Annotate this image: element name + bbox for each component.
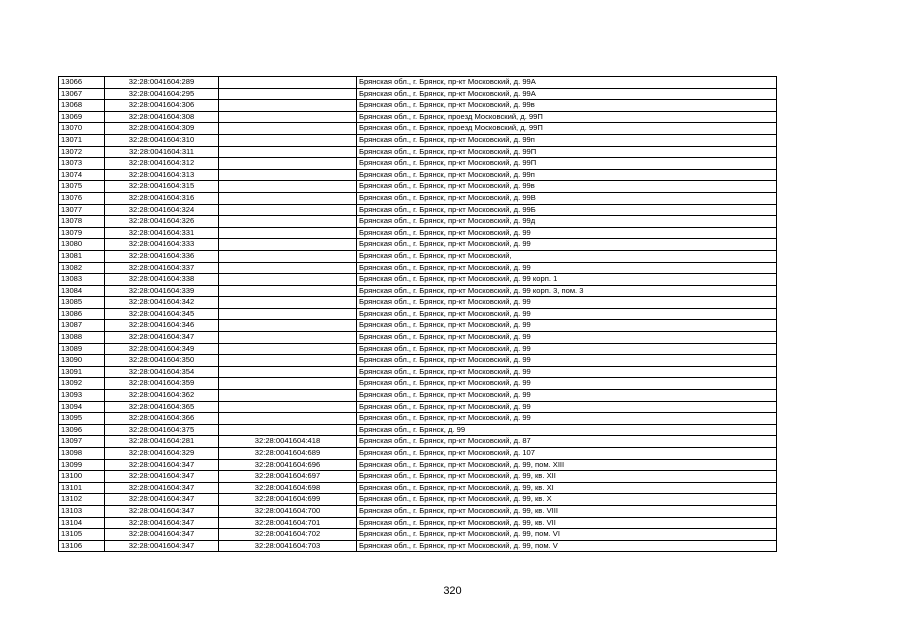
table-row bbox=[59, 134, 777, 146]
address-cell: Брянская обл., г. Брянск, пр-кт Московский, д. 99п bbox=[357, 169, 777, 181]
table-row bbox=[59, 482, 777, 494]
address-cell: Брянская обл., г. Брянск, пр-кт Московский, д. 99 bbox=[357, 413, 777, 425]
sub-cadastral-number-cell bbox=[219, 239, 357, 251]
row-number-cell: 13086 bbox=[59, 308, 105, 320]
cadastral-number-cell: 32:28:0041604:347 bbox=[105, 505, 219, 517]
address-cell: Брянская обл., г. Брянск, пр-кт Московский, д. 99 bbox=[357, 297, 777, 309]
cadastral-number-cell: 32:28:0041604:306 bbox=[105, 100, 219, 112]
cadastral-number-cell: 32:28:0041604:347 bbox=[105, 482, 219, 494]
row-number-cell: 13068 bbox=[59, 100, 105, 112]
table-row bbox=[59, 320, 777, 332]
row-number-cell: 13098 bbox=[59, 448, 105, 460]
row-number-cell: 13072 bbox=[59, 146, 105, 158]
address-cell: Брянская обл., г. Брянск, пр-кт Московский, д. 99, кв. VIII bbox=[357, 505, 777, 517]
cadastral-number-cell: 32:28:0041604:309 bbox=[105, 123, 219, 135]
cadastral-number-cell: 32:28:0041604:349 bbox=[105, 343, 219, 355]
row-number-cell: 13103 bbox=[59, 505, 105, 517]
sub-cadastral-number-cell bbox=[219, 77, 357, 89]
cadastral-number-cell: 32:28:0041604:281 bbox=[105, 436, 219, 448]
sub-cadastral-number-cell: 32:28:0041604:701 bbox=[219, 517, 357, 529]
table-row bbox=[59, 88, 777, 100]
cadastral-number-cell: 32:28:0041604:347 bbox=[105, 494, 219, 506]
address-cell: Брянская обл., г. Брянск, пр-кт Московский, д. 107 bbox=[357, 448, 777, 460]
address-cell: Брянская обл., г. Брянск, пр-кт Московский, д. 99 bbox=[357, 308, 777, 320]
sub-cadastral-number-cell bbox=[219, 192, 357, 204]
table-row bbox=[59, 355, 777, 367]
cadastral-number-cell: 32:28:0041604:347 bbox=[105, 332, 219, 344]
row-number-cell: 13104 bbox=[59, 517, 105, 529]
sub-cadastral-number-cell: 32:28:0041604:696 bbox=[219, 459, 357, 471]
address-cell: Брянская обл., г. Брянск, пр-кт Московский, д. 99 bbox=[357, 239, 777, 251]
table-row bbox=[59, 169, 777, 181]
table-row bbox=[59, 158, 777, 170]
table-row bbox=[59, 448, 777, 460]
sub-cadastral-number-cell bbox=[219, 158, 357, 170]
row-number-cell: 13066 bbox=[59, 77, 105, 89]
sub-cadastral-number-cell bbox=[219, 274, 357, 286]
row-number-cell: 13079 bbox=[59, 227, 105, 239]
cadastral-number-cell: 32:28:0041604:331 bbox=[105, 227, 219, 239]
address-cell: Брянская обл., г. Брянск, пр-кт Московский, д. 99П bbox=[357, 158, 777, 170]
address-cell: Брянская обл., г. Брянск, пр-кт Московский, д. 99п bbox=[357, 134, 777, 146]
sub-cadastral-number-cell bbox=[219, 204, 357, 216]
table-row bbox=[59, 239, 777, 251]
table-row bbox=[59, 227, 777, 239]
sub-cadastral-number-cell bbox=[219, 390, 357, 402]
cadastral-number-cell: 32:28:0041604:336 bbox=[105, 250, 219, 262]
row-number-cell: 13105 bbox=[59, 529, 105, 541]
row-number-cell: 13069 bbox=[59, 111, 105, 123]
table-row bbox=[59, 250, 777, 262]
sub-cadastral-number-cell bbox=[219, 378, 357, 390]
row-number-cell: 13075 bbox=[59, 181, 105, 193]
row-number-cell: 13088 bbox=[59, 332, 105, 344]
row-number-cell: 13094 bbox=[59, 401, 105, 413]
table-row bbox=[59, 459, 777, 471]
address-cell: Брянская обл., г. Брянск, пр-кт Московский, д. 99, кв. XI bbox=[357, 482, 777, 494]
cadastral-number-cell: 32:28:0041604:375 bbox=[105, 424, 219, 436]
sub-cadastral-number-cell bbox=[219, 111, 357, 123]
table-row bbox=[59, 123, 777, 135]
sub-cadastral-number-cell bbox=[219, 262, 357, 274]
row-number-cell: 13083 bbox=[59, 274, 105, 286]
table-row bbox=[59, 378, 777, 390]
cadastral-number-cell: 32:28:0041604:365 bbox=[105, 401, 219, 413]
cadastral-number-cell: 32:28:0041604:333 bbox=[105, 239, 219, 251]
cadastral-number-cell: 32:28:0041604:345 bbox=[105, 308, 219, 320]
address-cell: Брянская обл., г. Брянск, пр-кт Московский, д. 99, пом. V bbox=[357, 540, 777, 552]
table-row bbox=[59, 413, 777, 425]
sub-cadastral-number-cell bbox=[219, 355, 357, 367]
table-row bbox=[59, 529, 777, 541]
address-cell: Брянская обл., г. Брянск, пр-кт Московский, д. 99 корп. 3, пом. 3 bbox=[357, 285, 777, 297]
address-cell: Брянская обл., г. Брянск, пр-кт Московский, д. 99 bbox=[357, 227, 777, 239]
address-cell: Брянская обл., г. Брянск, пр-кт Московский, д. 99, пом. VI bbox=[357, 529, 777, 541]
row-number-cell: 13087 bbox=[59, 320, 105, 332]
cadastral-number-cell: 32:28:0041604:347 bbox=[105, 529, 219, 541]
row-number-cell: 13091 bbox=[59, 366, 105, 378]
sub-cadastral-number-cell: 32:28:0041604:699 bbox=[219, 494, 357, 506]
table-row bbox=[59, 436, 777, 448]
sub-cadastral-number-cell bbox=[219, 297, 357, 309]
row-number-cell: 13096 bbox=[59, 424, 105, 436]
row-number-cell: 13082 bbox=[59, 262, 105, 274]
table-row bbox=[59, 366, 777, 378]
address-cell: Брянская обл., г. Брянск, проезд Московский, д. 99П bbox=[357, 123, 777, 135]
cadastral-number-cell: 32:28:0041604:362 bbox=[105, 390, 219, 402]
cadastral-number-cell: 32:28:0041604:347 bbox=[105, 540, 219, 552]
row-number-cell: 13106 bbox=[59, 540, 105, 552]
cadastral-number-cell: 32:28:0041604:354 bbox=[105, 366, 219, 378]
cadastral-number-cell: 32:28:0041604:326 bbox=[105, 216, 219, 228]
address-cell: Брянская обл., г. Брянск, пр-кт Московский, д. 99В bbox=[357, 192, 777, 204]
address-cell: Брянская обл., г. Брянск, пр-кт Московский, д. 99 bbox=[357, 332, 777, 344]
sub-cadastral-number-cell bbox=[219, 285, 357, 297]
table-row bbox=[59, 343, 777, 355]
address-cell: Брянская обл., г. Брянск, пр-кт Московский, д. 99, кв. XII bbox=[357, 471, 777, 483]
address-cell: Брянская обл., г. Брянск, пр-кт Московский, д. 99 корп. 1 bbox=[357, 274, 777, 286]
table-row bbox=[59, 285, 777, 297]
address-cell: Брянская обл., г. Брянск, пр-кт Московский, д. 99 bbox=[357, 343, 777, 355]
table-row bbox=[59, 100, 777, 112]
table-row bbox=[59, 216, 777, 228]
address-cell: Брянская обл., г. Брянск, проезд Московский, д. 99П bbox=[357, 111, 777, 123]
cadastral-number-cell: 32:28:0041604:295 bbox=[105, 88, 219, 100]
sub-cadastral-number-cell bbox=[219, 123, 357, 135]
row-number-cell: 13090 bbox=[59, 355, 105, 367]
sub-cadastral-number-cell: 32:28:0041604:697 bbox=[219, 471, 357, 483]
row-number-cell: 13089 bbox=[59, 343, 105, 355]
address-cell: Брянская обл., г. Брянск, пр-кт Московский, д. 99, кв. VII bbox=[357, 517, 777, 529]
sub-cadastral-number-cell bbox=[219, 134, 357, 146]
sub-cadastral-number-cell bbox=[219, 100, 357, 112]
row-number-cell: 13080 bbox=[59, 239, 105, 251]
address-cell: Брянская обл., г. Брянск, пр-кт Московский, д. 99, пом. XIII bbox=[357, 459, 777, 471]
sub-cadastral-number-cell bbox=[219, 216, 357, 228]
table-row bbox=[59, 111, 777, 123]
table-row bbox=[59, 517, 777, 529]
table-row bbox=[59, 262, 777, 274]
sub-cadastral-number-cell bbox=[219, 250, 357, 262]
cadastral-number-cell: 32:28:0041604:324 bbox=[105, 204, 219, 216]
table-row bbox=[59, 424, 777, 436]
table-row bbox=[59, 540, 777, 552]
sub-cadastral-number-cell bbox=[219, 308, 357, 320]
row-number-cell: 13092 bbox=[59, 378, 105, 390]
address-cell: Брянская обл., г. Брянск, пр-кт Московский, д. 99 bbox=[357, 366, 777, 378]
cadastral-number-cell: 32:28:0041604:347 bbox=[105, 459, 219, 471]
address-cell: Брянская обл., г. Брянск, пр-кт Московский, д. 87 bbox=[357, 436, 777, 448]
property-registry-table bbox=[58, 76, 777, 552]
address-cell: Брянская обл., г. Брянск, д. 99 bbox=[357, 424, 777, 436]
table-row bbox=[59, 274, 777, 286]
table-row bbox=[59, 204, 777, 216]
sub-cadastral-number-cell bbox=[219, 413, 357, 425]
cadastral-number-cell: 32:28:0041604:339 bbox=[105, 285, 219, 297]
page-number: 320 bbox=[443, 585, 462, 597]
address-cell: Брянская обл., г. Брянск, пр-кт Московский, д. 99 bbox=[357, 320, 777, 332]
registry-table-body bbox=[59, 77, 777, 552]
table-row bbox=[59, 332, 777, 344]
table-row bbox=[59, 471, 777, 483]
cadastral-number-cell: 32:28:0041604:359 bbox=[105, 378, 219, 390]
row-number-cell: 13085 bbox=[59, 297, 105, 309]
cadastral-number-cell: 32:28:0041604:315 bbox=[105, 181, 219, 193]
cadastral-number-cell: 32:28:0041604:337 bbox=[105, 262, 219, 274]
row-number-cell: 13067 bbox=[59, 88, 105, 100]
row-number-cell: 13099 bbox=[59, 459, 105, 471]
cadastral-number-cell: 32:28:0041604:350 bbox=[105, 355, 219, 367]
sub-cadastral-number-cell bbox=[219, 343, 357, 355]
sub-cadastral-number-cell bbox=[219, 88, 357, 100]
cadastral-number-cell: 32:28:0041604:289 bbox=[105, 77, 219, 89]
cadastral-number-cell: 32:28:0041604:342 bbox=[105, 297, 219, 309]
row-number-cell: 13081 bbox=[59, 250, 105, 262]
sub-cadastral-number-cell bbox=[219, 332, 357, 344]
cadastral-number-cell: 32:28:0041604:366 bbox=[105, 413, 219, 425]
sub-cadastral-number-cell bbox=[219, 181, 357, 193]
row-number-cell: 13093 bbox=[59, 390, 105, 402]
cadastral-number-cell: 32:28:0041604:312 bbox=[105, 158, 219, 170]
table-row bbox=[59, 494, 777, 506]
sub-cadastral-number-cell bbox=[219, 424, 357, 436]
address-cell: Брянская обл., г. Брянск, пр-кт Московский, д. 99, кв. X bbox=[357, 494, 777, 506]
address-cell: Брянская обл., г. Брянск, пр-кт Московский, д. 99А bbox=[357, 77, 777, 89]
row-number-cell: 13076 bbox=[59, 192, 105, 204]
sub-cadastral-number-cell: 32:28:0041604:418 bbox=[219, 436, 357, 448]
cadastral-number-cell: 32:28:0041604:347 bbox=[105, 471, 219, 483]
sub-cadastral-number-cell bbox=[219, 146, 357, 158]
sub-cadastral-number-cell bbox=[219, 169, 357, 181]
cadastral-number-cell: 32:28:0041604:313 bbox=[105, 169, 219, 181]
address-cell: Брянская обл., г. Брянск, пр-кт Московский, д. 99в bbox=[357, 100, 777, 112]
table-row bbox=[59, 181, 777, 193]
row-number-cell: 13084 bbox=[59, 285, 105, 297]
sub-cadastral-number-cell bbox=[219, 227, 357, 239]
table-row bbox=[59, 77, 777, 89]
row-number-cell: 13077 bbox=[59, 204, 105, 216]
cadastral-number-cell: 32:28:0041604:346 bbox=[105, 320, 219, 332]
address-cell: Брянская обл., г. Брянск, пр-кт Московский, д. 99д bbox=[357, 216, 777, 228]
cadastral-number-cell: 32:28:0041604:329 bbox=[105, 448, 219, 460]
address-cell: Брянская обл., г. Брянск, пр-кт Московский, д. 99П bbox=[357, 146, 777, 158]
row-number-cell: 13097 bbox=[59, 436, 105, 448]
table-row bbox=[59, 401, 777, 413]
address-cell: Брянская обл., г. Брянск, пр-кт Московский, д. 99в bbox=[357, 181, 777, 193]
sub-cadastral-number-cell: 32:28:0041604:698 bbox=[219, 482, 357, 494]
cadastral-number-cell: 32:28:0041604:316 bbox=[105, 192, 219, 204]
row-number-cell: 13073 bbox=[59, 158, 105, 170]
address-cell: Брянская обл., г. Брянск, пр-кт Московский, д. 99А bbox=[357, 88, 777, 100]
sub-cadastral-number-cell bbox=[219, 366, 357, 378]
table-row bbox=[59, 390, 777, 402]
address-cell: Брянская обл., г. Брянск, пр-кт Московский, bbox=[357, 250, 777, 262]
table-row bbox=[59, 146, 777, 158]
sub-cadastral-number-cell bbox=[219, 401, 357, 413]
cadastral-number-cell: 32:28:0041604:310 bbox=[105, 134, 219, 146]
cadastral-number-cell: 32:28:0041604:308 bbox=[105, 111, 219, 123]
sub-cadastral-number-cell: 32:28:0041604:702 bbox=[219, 529, 357, 541]
sub-cadastral-number-cell: 32:28:0041604:689 bbox=[219, 448, 357, 460]
row-number-cell: 13074 bbox=[59, 169, 105, 181]
address-cell: Брянская обл., г. Брянск, пр-кт Московский, д. 99 bbox=[357, 262, 777, 274]
table-row bbox=[59, 308, 777, 320]
sub-cadastral-number-cell: 32:28:0041604:703 bbox=[219, 540, 357, 552]
address-cell: Брянская обл., г. Брянск, пр-кт Московский, д. 99 bbox=[357, 401, 777, 413]
sub-cadastral-number-cell bbox=[219, 320, 357, 332]
table-row bbox=[59, 297, 777, 309]
sub-cadastral-number-cell: 32:28:0041604:700 bbox=[219, 505, 357, 517]
table-row bbox=[59, 505, 777, 517]
row-number-cell: 13101 bbox=[59, 482, 105, 494]
cadastral-number-cell: 32:28:0041604:338 bbox=[105, 274, 219, 286]
cadastral-number-cell: 32:28:0041604:347 bbox=[105, 517, 219, 529]
address-cell: Брянская обл., г. Брянск, пр-кт Московский, д. 99 bbox=[357, 390, 777, 402]
row-number-cell: 13078 bbox=[59, 216, 105, 228]
address-cell: Брянская обл., г. Брянск, пр-кт Московский, д. 99Б bbox=[357, 204, 777, 216]
address-cell: Брянская обл., г. Брянск, пр-кт Московский, д. 99 bbox=[357, 378, 777, 390]
row-number-cell: 13071 bbox=[59, 134, 105, 146]
row-number-cell: 13102 bbox=[59, 494, 105, 506]
row-number-cell: 13100 bbox=[59, 471, 105, 483]
cadastral-number-cell: 32:28:0041604:311 bbox=[105, 146, 219, 158]
row-number-cell: 13070 bbox=[59, 123, 105, 135]
address-cell: Брянская обл., г. Брянск, пр-кт Московский, д. 99 bbox=[357, 355, 777, 367]
table-row bbox=[59, 192, 777, 204]
row-number-cell: 13095 bbox=[59, 413, 105, 425]
